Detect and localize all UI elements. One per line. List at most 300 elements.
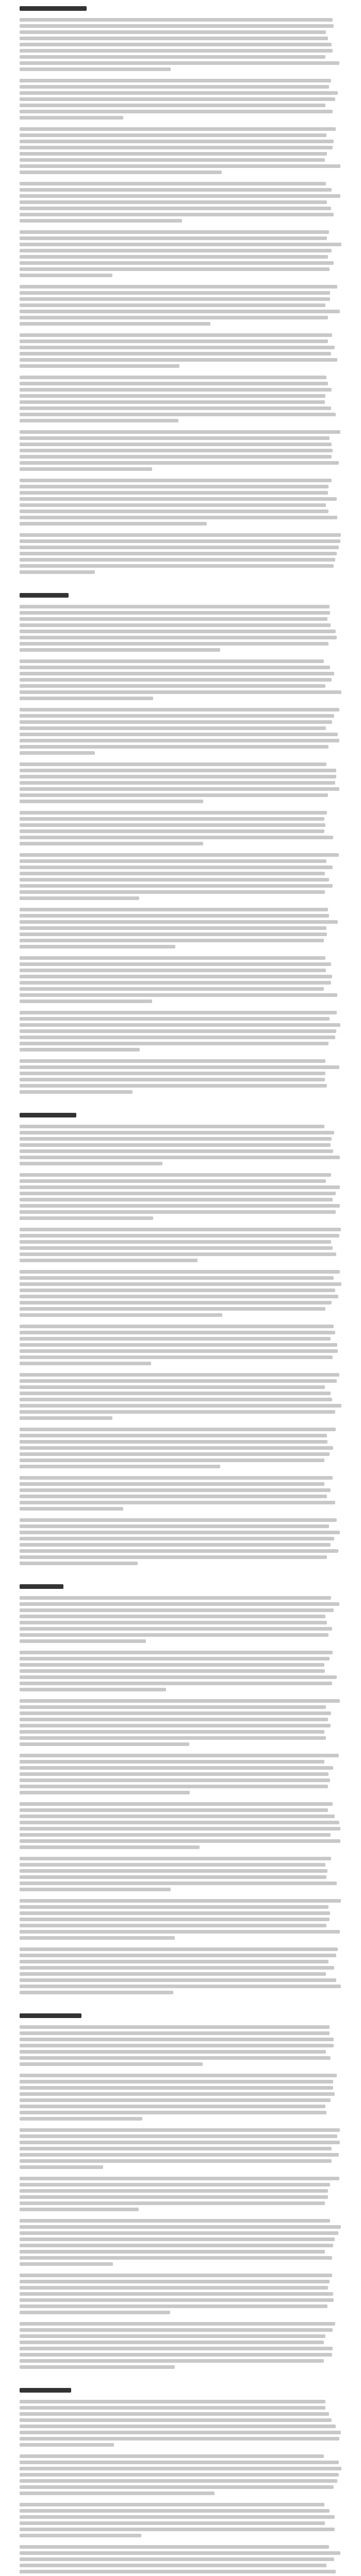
text-line [20,127,336,131]
text-line [20,853,339,857]
text-line [20,1608,334,1612]
paragraph [20,230,341,280]
text-line [20,697,153,700]
text-line [20,1048,140,1052]
paragraph [20,1947,341,1997]
text-line [20,1627,332,1631]
text-line [20,1911,330,1915]
text-line [20,230,329,234]
text-line [20,2219,330,2223]
text-line [20,2353,332,2357]
text-line [20,751,95,755]
text-line [20,811,327,815]
text-line [20,1137,332,1141]
text-line [20,2092,335,2096]
text-line [20,303,325,307]
text-line [20,878,329,882]
text-line [20,2311,170,2314]
text-line [20,1501,335,1504]
text-line [20,146,333,149]
text-line [20,158,325,162]
text-line [20,61,339,65]
paragraph [20,1802,341,1852]
text-line [20,1482,324,1486]
text-line [20,110,333,113]
text-line [20,200,327,204]
text-line [20,2225,341,2229]
text-line [20,829,324,833]
text-line [20,1960,329,1963]
text-line [20,297,330,301]
text-line [20,2153,339,2157]
paragraph [20,1173,341,1223]
text-line [20,358,337,362]
text-line [20,2431,341,2434]
text-line [20,2286,328,2290]
text-line [20,2534,141,2537]
text-line [20,1718,328,1721]
paragraph [20,2274,341,2317]
text-line [20,207,331,210]
text-line [20,2328,333,2332]
text-line [20,1385,325,1389]
text-line [20,1434,327,1437]
text-line [20,1675,337,1679]
paragraph [20,2074,341,2123]
text-line [20,2479,337,2483]
text-line [20,552,337,555]
text-line [20,2412,329,2416]
text-line [20,1778,330,1782]
paragraph [20,762,341,806]
text-line [20,2492,215,2495]
paragraph [20,1899,341,1942]
text-line [20,316,328,319]
text-line [20,1295,338,1298]
text-line [20,18,333,22]
text-line [20,133,326,137]
text-line [20,1985,341,1988]
text-line [20,1639,146,1643]
text-line [20,333,332,337]
text-line [20,1875,326,1879]
text-line [20,781,335,785]
text-line [20,2406,325,2410]
text-line [20,79,331,82]
text-line [20,570,95,574]
text-line [20,1440,327,1444]
text-line [20,1072,325,1075]
paragraph [20,430,341,473]
text-line [20,1772,329,1776]
paragraph [20,908,341,951]
text-line [20,310,340,313]
text-line [20,999,152,1003]
text-line [20,2098,331,2102]
paragraph [20,533,341,577]
paragraph [20,1270,341,1319]
text-line [20,49,333,53]
text-line [20,443,332,446]
text-line [20,274,112,277]
text-line [20,346,335,349]
section-heading [20,2013,81,2018]
text-line [20,2208,139,2211]
text-line [20,908,328,911]
text-line [20,2298,334,2302]
text-line [20,1023,340,1027]
text-line [20,720,332,724]
text-line [20,1549,338,1553]
paragraph [20,605,341,654]
text-line [20,623,331,627]
text-line [20,1602,339,1606]
text-line [20,733,338,736]
text-line [20,2557,334,2561]
text-line [20,1736,326,1740]
text-line [20,1682,332,1685]
text-line [20,769,336,772]
paragraph [20,1011,341,1054]
text-line [20,497,337,501]
paragraph [20,479,341,528]
text-line [20,636,337,639]
text-line [20,1802,333,1806]
text-line [20,920,338,924]
text-line [20,2528,335,2531]
text-line [20,956,325,960]
text-line [20,1398,332,1401]
text-line [20,1724,331,1727]
text-line [20,1537,334,1540]
text-line [20,376,326,379]
text-line [20,1688,166,1691]
text-line [20,1270,340,1274]
text-line [20,1452,330,1456]
text-line [20,1524,329,1528]
text-line [20,1730,324,1734]
text-line [20,2280,330,2283]
text-line [20,1476,333,1480]
paragraph [20,2219,341,2268]
text-line [20,2515,335,2519]
text-line [20,1349,338,1353]
text-line [20,291,330,295]
text-line [20,30,326,34]
text-line [20,261,334,265]
text-line [20,1495,327,1498]
text-line [20,2111,326,2114]
text-line [20,352,331,355]
text-line [20,2304,327,2308]
text-line [20,1863,325,1867]
text-line [20,1084,327,1088]
text-line [20,2256,332,2260]
text-line [20,1125,324,1128]
text-line [20,1742,189,1746]
text-line [20,872,325,875]
text-line [20,516,337,519]
paragraph [20,1373,341,1422]
text-line [20,364,179,368]
text-line [20,2322,335,2326]
text-line [20,1355,333,1359]
text-line [20,2509,330,2513]
text-line [20,2031,330,2035]
text-line [20,1845,200,1849]
text-line [20,866,333,869]
text-line [20,1754,339,1757]
text-line [20,2400,325,2403]
text-line [20,933,327,936]
text-line [20,564,334,568]
text-line [20,2334,325,2338]
text-line [20,859,326,863]
text-line [20,164,340,168]
paragraph [20,1754,341,1797]
text-line [20,1507,123,1511]
text-line [20,684,325,688]
text-line [20,400,325,404]
text-line [20,605,330,608]
text-line [20,1162,162,1165]
text-line [20,1078,325,1081]
text-line [20,2262,113,2266]
text-line [20,2117,142,2121]
section-heading [20,2388,71,2393]
paragraph [20,2545,341,2576]
paragraph [20,2128,341,2172]
text-line [20,213,334,216]
text-line [20,539,340,543]
text-line [20,1307,325,1311]
text-line [20,981,331,985]
text-line [20,611,330,615]
text-line [20,1179,326,1183]
text-line [20,659,324,663]
paragraph [20,1325,341,1368]
section-heading [20,1113,76,1117]
text-line [20,449,333,452]
text-line [20,152,327,156]
text-line [20,2473,339,2477]
text-line [20,1711,331,1715]
text-line [20,842,203,845]
text-line [20,2141,340,2144]
text-line [20,2341,324,2344]
text-line [20,2454,324,2458]
document-body [20,0,341,2576]
text-line [20,1839,340,1843]
text-line [20,1857,331,1860]
text-line [20,533,341,537]
text-line [20,1404,341,1408]
text-line [20,1899,341,1903]
text-line [20,714,334,718]
text-line [20,1276,334,1280]
text-line [20,896,139,900]
text-line [20,2485,334,2489]
text-line [20,2238,335,2241]
text-line [20,2025,330,2029]
text-line [20,55,325,59]
text-line [20,455,332,459]
text-line [20,522,207,526]
text-line [20,419,178,422]
text-line [20,2292,333,2296]
text-line [20,775,336,778]
text-line [20,1331,335,1334]
text-line [20,91,338,95]
text-line [20,1416,112,1420]
text-line [20,926,326,930]
text-line [20,648,220,652]
text-line [20,194,340,198]
text-line [20,1289,335,1292]
text-line [20,1059,325,1063]
paragraph [20,1476,341,1513]
text-line [20,817,324,821]
text-line [20,939,324,942]
text-line [20,558,335,562]
paragraph [20,1059,341,1096]
text-line [20,1833,331,1837]
text-line [20,1428,336,1431]
text-line [20,188,332,192]
paragraph [20,79,341,122]
text-line [20,1465,220,1468]
text-line [20,1337,331,1341]
text-line [20,267,330,271]
text-line [20,104,325,107]
text-line [20,987,324,991]
paragraph [20,1228,341,1265]
paragraph [20,708,341,757]
text-line [20,182,326,185]
text-line [20,678,332,682]
text-line [20,2134,337,2138]
text-line [20,1827,340,1831]
text-line [20,546,339,549]
text-line [20,1936,175,1940]
text-line [20,2437,339,2441]
text-line [20,1216,153,1220]
text-line [20,726,326,730]
text-line [20,2274,332,2277]
text-line [20,1518,337,1522]
text-line [20,479,332,482]
text-line [20,823,325,827]
text-line [20,2425,336,2428]
paragraph [20,1596,341,1646]
text-line [20,1446,333,1450]
text-line [20,219,182,223]
text-line [20,1228,341,1231]
text-line [20,1972,326,1976]
text-line [20,836,333,839]
text-line [20,1065,339,1069]
text-line [20,2044,334,2047]
text-line [20,1930,340,1934]
text-line [20,1924,326,1927]
text-line [20,67,171,71]
text-line [20,1954,336,1957]
text-line [20,962,331,966]
text-line [20,467,152,471]
text-line [20,2105,325,2108]
paragraph [20,1518,341,1568]
text-line [20,1210,336,1214]
text-line [20,1663,324,1667]
text-line [20,1362,151,1365]
text-line [20,2062,203,2066]
text-line [20,945,175,948]
text-line [20,1252,336,1256]
text-line [20,1204,340,1208]
paragraph [20,2503,341,2540]
text-line [20,2418,332,2422]
section-heading [20,1584,63,1589]
text-line [20,2201,325,2205]
text-line [20,1090,133,1094]
text-line [20,2056,331,2060]
paragraph [20,2025,341,2069]
text-line [20,2467,341,2470]
text-line [20,1596,331,1600]
text-line [20,1325,334,1328]
text-line [20,1918,330,1921]
paragraph [20,659,341,703]
text-line [20,2347,333,2350]
text-line [20,2521,325,2525]
text-line [20,2086,333,2090]
text-line [20,1011,337,1014]
text-line [20,436,330,440]
text-line [20,1488,331,1492]
text-line [20,2250,325,2253]
text-line [20,1343,337,1347]
text-line [20,1947,338,1951]
paragraph [20,2400,341,2449]
text-line [20,762,326,766]
text-line [20,2038,334,2041]
text-line [20,1815,335,1818]
text-line [20,1791,190,1794]
text-line [20,2231,338,2235]
text-line [20,884,333,888]
text-line [20,1633,329,1637]
text-line [20,430,340,434]
text-line [20,2050,326,2054]
text-line [20,1036,335,1039]
text-line [20,85,329,89]
text-line [20,2503,324,2506]
text-line [20,1766,333,1770]
text-line [20,1042,329,1045]
text-line [20,255,328,259]
text-line [20,43,332,46]
text-line [20,1143,331,1147]
text-line [20,1978,336,1982]
text-line [20,890,325,894]
text-line [20,340,328,343]
paragraph [20,811,341,848]
paragraph [20,2322,341,2371]
text-line [20,2128,340,2132]
text-line [20,97,335,101]
text-line [20,793,328,797]
text-line [20,1410,335,1414]
